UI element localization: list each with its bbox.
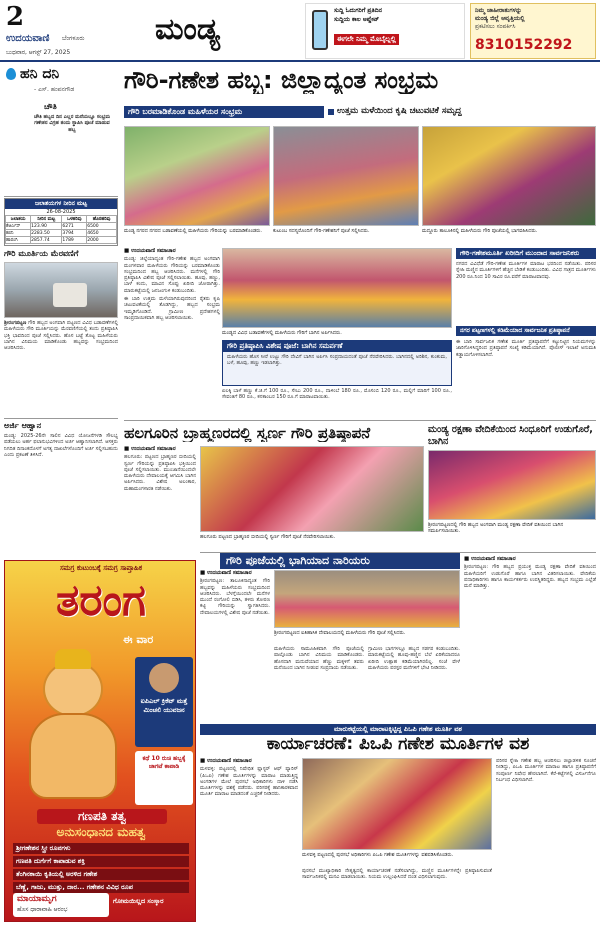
lead-paragraph: ಈ ಬಾರಿ ಉತ್ತಮ ಮಳೆಯಾಗಿರುವುದರಿಂದ ರೈತರು ಕೃಷಿ ಚಟುವಟಿಕೆಯಲ್ಲಿ ತೊಡಗಿದ್ದು, ಹಬ್ಬದ ಸಂಭ್ರಮ ಇಮ್ಮಡಿಗೊಂಡಿದೆ. ಗ್ರಾಮೀಣ ಪ್ರದೇಶಗಳಲ್ಲಿ ಸಾಂಪ್ರದಾಯಿಕವಾಗಿ ಹಬ್ಬ ಆಚರಿಸಲಾಯಿತು.: [124, 296, 220, 321]
lead-headline: ಗೌರಿ-ಗಣೇಶ ಹಬ್ಬ: ಜಿಲ್ಲಾದ್ಯಂತ ಸಂಭ್ರಮ: [124, 66, 439, 94]
ganesha-head: [43, 661, 103, 717]
gauri-pooje-col2: ಮಹಿಳೆಯರು ಸಾಮೂಹಿಕವಾಗಿ ಗೌರಿ ಪೂಜೆಯಲ್ಲಿ ಪಾಲ್ಗೊಂಡು ಬಾಗಿನ ವಿನಿಮಯ ಮಾಡಿಕೊಂಡರು. ಹೊಸದಾಗಿ ಮದುವೆಯಾದ ಹೆಣ್ಣು ಮಕ್ಕಳಿಗೆ ತವರು ಮನೆಯಿಂದ ಬಾಗಿನ ನೀಡುವ ಸಂಪ್ರದಾಯ ನಡೆಯಿತು.: [274, 646, 364, 671]
lead-prices-text: ಏಲಕ್ಕಿ ಬಾಳೆ ಹಣ್ಣು ಕೆ.ಜಿ.ಗೆ 100 ರೂ., ಸೇಬು 200 ರೂ., ದಾಳಿಂಬೆ 180 ರೂ., ಮೊಸಂಬಿ 120 ರೂ., ಮಲ್ಲಿಗೆ ಮಾರಿಗೆ 100 ರೂ., ಸೇವಂತಿಗೆ 80 ರೂ., ಕನಕಾಂಬರ 150 ರೂ.ಗೆ ಮಾರಾಟವಾಯಿತು.: [222, 388, 452, 401]
lead-photo-1: [124, 126, 270, 226]
right-text-2: ಈ ಬಾರಿ ಸಾರ್ವಜನಿಕ ಗಣೇಶ ಮೂರ್ತಿ ಪ್ರತಿಷ್ಠಾಪನೆಗೆ ಕಟ್ಟುನಿಟ್ಟಿನ ನಿಯಮಗಳನ್ನು ಜಾರಿಗೊಳಿಸಿದ್ದರಿಂದ ಪ್ರತಿಷ್ಠಾಪನೆ ಸಂಖ್ಯೆ ಕಡಿಮೆಯಾಗಿದೆ. ಪೊಲೀಸ್ ಇಲಾಖೆ ಅನುಮತಿ ಕಡ್ಡಾಯಗೊಳಿಸಲಾಗಿದೆ.: [456, 339, 596, 358]
app-ad[interactable]: [305, 3, 465, 59]
ganesha-body: [29, 713, 117, 799]
lead-mid-caption: ಮಂಡ್ಯದ ವಿವಿಧ ಬಡಾವಣೆಗಳಲ್ಲಿ ಮಹಿಳೆಯರು ಗೌರಿಗೆ ಬಾಗಿನ ಅರ್ಪಿಸಿದರು.: [222, 330, 342, 336]
edition: ಬೆಂಗಳೂರು: [62, 35, 85, 42]
divider: [4, 418, 118, 419]
table-header-row: [6, 216, 117, 223]
ganesha-crown: [55, 649, 91, 669]
procession-photo: [4, 262, 118, 318]
lead-subhead-1: ಗೌರಿ ಬರಮಾಡಿಕೊಂಡ ಮಹಿಳೆಯರ ಸಂಭ್ರಮ: [124, 106, 324, 118]
contact-ad[interactable]: [470, 3, 596, 59]
table-cell: 6271: [62, 223, 87, 230]
lead-caption-3: ಮದ್ದೂರು ತಾಲೂಕಿನಲ್ಲಿ ಮಹಿಳೆಯರು ಗೌರಿ ಪೂಜೆಯಲ್ಲಿ ಭಾಗವಹಿಸಿದರು.: [422, 228, 538, 234]
sidebar-story-headline: ಗೌರಿ ಮೂರ್ತಿಯ ಮೆರವಣಿಗೆ: [4, 249, 79, 258]
vehicle-shape: [53, 283, 87, 307]
contact-ad-line2: ಮಂಡ್ಯ ಜಿಲ್ಲೆ ಆವೃತ್ತಿಯಲ್ಲಿ: [475, 15, 525, 22]
table-cell: 2857.74: [31, 237, 62, 244]
lead-byline: ■ ಉದಯವಾಣಿ ಸಮಾಚಾರ: [124, 248, 176, 254]
divider: [4, 196, 118, 197]
right-text-1: ನಗರದ ವಿವಿಧೆಡೆ ಗೌರಿ-ಗಣೇಶ ಮೂರ್ತಿಗಳ ಮಾರಾಟ ಭರದಿಂದ ನಡೆಯಿತು. ಪರಿಸರ ಸ್ನೇಹಿ ಮಣ್ಣಿನ ಮೂರ್ತಿಗಳಿಗೆ ಹೆಚ್ಚಿನ ಬೇಡಿಕೆ ಕಂಡುಬಂದಿತು. ವಿವಿಧ ಗಾತ್ರದ ಮೂರ್ತಿಗಳು 200 ರೂ.ನಿಂದ 10 ಸಾವಿರ ರೂ.ವರೆಗೆ ಮಾರಾಟವಾದವು.: [456, 261, 596, 280]
table-cell: 4650: [87, 230, 117, 237]
lead-box-text: ಮಹಿಳೆಯರು ಹೊಸ ಸೀರೆ ಉಟ್ಟು ಗೌರಿ ದೇವಿಗೆ ಬಾಗಿನ ಅರ್ಪಿಸಿ ಸಂಪ್ರದಾಯದಂತೆ ಪೂಜೆ ನೆರವೇರಿಸಿದರು. ಬಾಗಿನದಲ್ಲಿ ಅರಿಶಿನ, ಕುಂಕುಮ, ಬಳೆ, ಹೂವು, ಹಣ್ಣು ಇಡಲಾಗಿತ್ತು.: [227, 354, 447, 367]
pop-col3: ಪರಿಸರ ಸ್ನೇಹಿ ಗಣೇಶ ಹಬ್ಬ ಆಚರಿಸಲು ಜಿಲ್ಲಾಡಳಿತ ಸೂಚನೆ ನೀಡಿದ್ದು, ಪಿಒಪಿ ಮೂರ್ತಿಗಳ ಮಾರಾಟ ಹಾಗೂ ಪ್ರತಿಷ್ಠಾಪನೆಗೆ ಸಂಪೂರ್ಣ ನಿಷೇಧ ಹೇರಲಾಗಿದೆ. ಕೆರೆ-ಕಟ್ಟೆಗಳಲ್ಲಿ ವಿಸರ್ಜನೆಗೂ ನಿರ್ಬಂಧ ವಿಧಿಸಲಾಗಿದೆ.: [496, 758, 596, 783]
pop-headline: ಕಾರ್ಯಾಚರಣೆ: ಪಿಒಪಿ ಗಣೇಶ ಮೂರ್ತಿಗಳ ವಶ: [266, 734, 530, 754]
list-item: ತೆಂಗಿನಕಾಯಿ ಕೃತಿಯಲ್ಲಿ ಅರಳಿದ ಗಣೇಶ: [13, 869, 189, 880]
right-subhead-1: ಗೌರಿ-ಗಣೇಶಮೂರ್ತಿ ಖರೀದಿಗೆ ಮುಂದಾದ ಸಾರ್ವಜನಿಕರು: [456, 248, 596, 259]
halagur-headline: ಹಲಗೂರಿನ ಬ್ರಾಹ್ಮಣರದಲ್ಲಿ ಸ್ವರ್ಣ ಗೌರಿ ಪ್ರತಿಷ್ಠಾಪನೆ: [124, 424, 371, 442]
mandya-vedike-paragraph: ಶ್ರೀರಂಗಪಟ್ಟಣ: ಗೌರಿ ಹಬ್ಬದ ಪ್ರಯುಕ್ತ ಮಂಡ್ಯ ರಕ್ಷಣಾ ವೇದಿಕೆ ವತಿಯಿಂದ ಮಹಿಳೆಯರಿಗೆ ಉಡುಗೊರೆ ಹಾಗೂ ಬಾಗಿನ ವಿತರಿಸಲಾಯಿತು. ವೇದಿಕೆಯ ಪದಾಧಿಕಾರಿಗಳು ಹಾಗೂ ಕಾರ್ಯಕರ್ತರು ಉಪಸ್ಥಿತರಿದ್ದರು. ಹಬ್ಬದ ಸಂಭ್ರಮ ಎಲ್ಲೆಡೆ ಮನೆ ಮಾಡಿತ್ತು.: [464, 564, 596, 590]
taranga-ad[interactable]: [4, 560, 196, 922]
table-row: [6, 230, 117, 237]
sidebar-story2-headline: ಅರ್ಜಿ ಆಹ್ವಾನ: [4, 421, 42, 430]
halagur-caption: ಹಲಗೂರು ಪಟ್ಟಣದ ಬ್ರಾಹ್ಮಣರ ಬೀದಿಯಲ್ಲಿ ಸ್ವರ್ಣ ಗೌರಿಗೆ ಪೂಜೆ ನೆರವೇರಿಸಲಾಯಿತು.: [200, 534, 336, 540]
pop-photo: [302, 758, 492, 850]
mandya-vedike-body: [464, 556, 596, 720]
ganesha-figure: [15, 653, 131, 803]
square-bullet: [328, 109, 334, 115]
hani-dani-author: - ಎಸ್. ಹಂಪನಗೌಡ: [34, 86, 75, 93]
hani-dani-box: [4, 64, 118, 194]
reservoir-title: ಜಲಾಶಯಗಳ ನೀರಿನ ಮಟ್ಟ: [5, 199, 117, 209]
reservoir-date: 26-08-2025: [46, 209, 76, 215]
gauri-pooje-col3: ಗ್ರಾಮೀಣ ಭಾಗಗಳಲ್ಲೂ ಹಬ್ಬದ ಸಡಗರ ಕಂಡುಬಂದಿತು. ಮಾರುಕಟ್ಟೆಯಲ್ಲಿ ಹೂವು-ಹಣ್ಣಿನ ಬೆಲೆ ಏರಿಕೆಯಾದರೂ ಖರೀದಿ ಉತ್ಸಾಹ ಕಡಿಮೆಯಾಗಿರಲಿಲ್ಲ. ಸಂಜೆ ವೇಳೆ ಮಹಿಳೆಯರು ಪರಸ್ಪರ ಮನೆಗಳಿಗೆ ಭೇಟಿ ನೀಡಿದರು.: [368, 646, 460, 671]
gauri-pooje-headline: ಗೌರಿ ಪೂಜೆಯಲ್ಲಿ ಭಾಗಿಯಾದ ನಾರಿಯರು: [220, 553, 460, 569]
lead-photo-2: [273, 126, 419, 226]
taranga-title: ತರಂಗ: [56, 575, 146, 626]
gauri-pooje-caption: ಶ್ರೀರಂಗಪಟ್ಟಣದ ಐತಿಹಾಸಿಕ ದೇವಾಲಯದಲ್ಲಿ ಮಹಿಳೆಯರು ಗೌರಿ ಪೂಜೆ ಸಲ್ಲಿಸಿದರು.: [274, 630, 406, 636]
halagur-photo: [200, 446, 424, 532]
lead-box-title: ಗೌರಿ ಪ್ರತಿಷ್ಠಾಪಿಸಿ ವಿಶೇಷ ಪೂಜೆ: ಬಾಗಿನ ಸಮರ್ಪಣೆ: [223, 341, 451, 352]
pop-caption: ಮಳವಳ್ಳಿ ಪಟ್ಟಣದಲ್ಲಿ ಪುರಸಭೆ ಅಧಿಕಾರಿಗಳು ಪಿಒಪಿ ಗಣೇಶ ಮೂರ್ತಿಗಳನ್ನು ವಶಪಡಿಸಿಕೊಂಡರು.: [302, 852, 454, 858]
pop-kicker: ಮಾರುಕಟ್ಟೆಯಲ್ಲಿ ಮಾರಾಟಕ್ಕಿಟ್ಟಿದ್ದ ಪಿಒಪಿ ಗಣೇಶ ಮೂರ್ತಿ ವಶ: [200, 724, 596, 735]
lead-paragraph: ಮಂಡ್ಯ: ಜಿಲ್ಲೆಯಾದ್ಯಂತ ಗೌರಿ-ಗಣೇಶ ಹಬ್ಬದ ಅಂಗವಾಗಿ ಮಂಗಳವಾರ ಮಹಿಳೆಯರು ಗೌರಿಯನ್ನು ಬರಮಾಡಿಕೊಂಡು ಸಂಭ್ರಮದಿಂದ ಹಬ್ಬ ಆಚರಿಸಿದರು. ಮನೆಗಳಲ್ಲಿ ಗೌರಿ ಪ್ರತಿಷ್ಠಾಪಿಸಿ ವಿಶೇಷ ಪೂಜೆ ಸಲ್ಲಿಸಲಾಯಿತು. ಹೂವು, ಹಣ್ಣು, ಬಾಳೆ ಕಂದು, ಮಾವಿನ ಸೊಪ್ಪು ಖರೀದಿ ಜೋರಾಗಿತ್ತು. ಮಾರುಕಟ್ಟೆಯಲ್ಲಿ ಜನಜಂಗುಳಿ ಕಂಡುಬಂದಿತು.: [124, 256, 220, 294]
mandya-vedike-byline: ■ ಉದಯವಾಣಿ ಸಮಾಚಾರ: [464, 556, 516, 562]
lead-mid-photo: [222, 248, 452, 328]
contact-ad-line3: ಪ್ರಕಟಿಸಲು ಸಂಪರ್ಕಿಸಿ: [475, 23, 516, 30]
lead-photo-3: [422, 126, 596, 226]
mandya-vedike-photo: [428, 450, 596, 520]
app-ad-line3: ಈಗಲೇ ನಿಮ್ಮ ಮೊಬೈಲ್ನಲ್ಲಿ: [334, 34, 399, 45]
story-body: ಗೌರಿ ಹಬ್ಬದ ಅಂಗವಾಗಿ ಪಟ್ಟಣದ ವಿವಿಧ ಬಡಾವಣೆಗಳಲ್ಲಿ ಮಹಿಳೆಯರು ಗೌರಿ ಮೂರ್ತಿಯನ್ನು ಮೆರವಣಿಗೆಯಲ್ಲಿ ತಂದು ಪ್ರತಿಷ್ಠಾಪಿಸಿ ಭಕ್ತಿ ಭಾವದಿಂದ ಪೂಜೆ ಸಲ್ಲಿಸಿದರು. ಹೊಸ ಬಟ್ಟೆ ತೊಟ್ಟ ಮಹಿಳೆಯರು ಬಾಗಿನ ವಿನಿಮಯ ಮಾಡಿಕೊಂಡು ಹಬ್ಬವನ್ನು ಸಂಭ್ರಮದಿಂದ ಆಚರಿಸಿದರು.: [4, 320, 118, 352]
taranga-bullets: [13, 843, 189, 895]
app-ad-line2: ಸುದ್ದಿಯ ಕಾಲ ಅಪ್ಡೇಟ್: [334, 16, 380, 23]
gauri-paragraph: ಶ್ರೀರಂಗಪಟ್ಟಣ: ತಾಲೂಕಿನಾದ್ಯಂತ ಗೌರಿ ಹಬ್ಬವನ್ನು ಮಹಿಳೆಯರು ಸಂಭ್ರಮದಿಂದ ಆಚರಿಸಿದರು. ಬೆಳಗ್ಗೆಯಿಂದಲೇ ಮನೆಗಳ ಮುಂದೆ ರಂಗೋಲಿ ಬಿಡಿಸಿ, ತಳಿರು ತೋರಣ ಕಟ್ಟಿ ಗೌರಿಯನ್ನು ಸ್ವಾಗತಿಸಿದರು. ದೇವಾಲಯಗಳಲ್ಲಿ ವಿಶೇಷ ಪೂಜೆ ನಡೆಯಿತು.: [200, 578, 270, 616]
sidebar-story2-text: ಮಂಡ್ಯ: 2025-26ನೇ ಸಾಲಿನ ವಿವಿಧ ಯೋಜನೆಗಳಡಿ ಸೌಲಭ್ಯ ಪಡೆಯಲು ಅರ್ಹ ಫಲಾನುಭವಿಗಳಿಂದ ಅರ್ಜಿ ಆಹ್ವಾನಿಸಲಾಗಿದೆ. ಆಸಕ್ತರು ನಿಗದಿತ ದಿನಾಂಕದೊಳಗೆ ಅಗತ್ಯ ದಾಖಲೆಗಳೊಂದಿಗೆ ಅರ್ಜಿ ಸಲ್ಲಿಸಬಹುದು ಎಂದು ಪ್ರಕಟಣೆ ತಿಳಿಸಿದೆ.: [4, 433, 118, 458]
table-cell: 2283.50: [31, 230, 62, 237]
lead-caption-1: ಮಂಡ್ಯ ನಗರದ ನಗರದ ಬಡಾವಣೆಯಲ್ಲಿ ಮಹಿಳೆಯರು ಗೌರಿಯನ್ನು ಬರಮಾಡಿಕೊಂಡರು.: [124, 228, 262, 234]
table-cell: ಹಾರಂಗಿ: [6, 237, 31, 244]
table-cell: 3794: [62, 230, 87, 237]
district-name: ಮಂಡ್ಯ: [155, 12, 221, 47]
phone-number[interactable]: 8310152292: [475, 37, 573, 53]
dateline: ಶ್ರೀರಂಗಪಟ್ಟಣ: [4, 320, 27, 326]
column-header: ನೀರಿನ ಮಟ್ಟ: [31, 216, 62, 223]
table-cell: 2000: [87, 237, 117, 244]
reservoir-grid: [5, 215, 117, 244]
poem-text: ಚೌತಿ ಹಬ್ಬದ ದಿನ ಎಲ್ಲರ ಮನೆಯಲ್ಲೂ ಸಂಭ್ರಮ ಗಣೇಶನ ವಿಗ್ರಹ ತಂದು ಸ್ಥಾಪಿಸಿ ಪೂಜೆ ಮಾಡುವ ಹಬ್ಬ: [33, 114, 111, 133]
pop-paragraph: ಮಳವಳ್ಳಿ: ಪಟ್ಟಣದಲ್ಲಿ ನಿಷೇಧಿತ ಪ್ಲಾಸ್ಟರ್ ಆಫ್ ಪ್ಯಾರಿಸ್ (ಪಿಒಪಿ) ಗಣೇಶ ಮೂರ್ತಿಗಳನ್ನು ಮಾರಾಟ ಮಾಡುತ್ತಿದ್ದ ಅಂಗಡಿಗಳ ಮೇಲೆ ಪುರಸಭೆ ಅಧಿಕಾರಿಗಳು ದಾಳಿ ನಡೆಸಿ ಮೂರ್ತಿಗಳನ್ನು ವಶಕ್ಕೆ ಪಡೆದರು. ಪರಿಸರಕ್ಕೆ ಹಾನಿಕಾರಕವಾದ ಮೂರ್ತಿ ಮಾರಾಟ ಮಾಡದಂತೆ ಎಚ್ಚರಿಕೆ ನೀಡಿದರು.: [200, 766, 298, 798]
list-item: ಶ್ರೀಗಣೇಶನ ಸ್ತ್ರೀ ರೂಪಗಳು: [13, 843, 189, 854]
taranga-sub: ಈ ವಾರ: [123, 633, 154, 646]
mandya-vedike-caption: ಶ್ರೀರಂಗಪಟ್ಟಣದಲ್ಲಿ ಗೌರಿ ಹಬ್ಬದ ಅಂಗವಾಗಿ ಮಂಡ್ಯ ರಕ್ಷಣಾ ವೇದಿಕೆ ವತಿಯಿಂದ ಬಾಗಿನ ಸಮರ್ಪಿಸಲಾಯಿತು.: [428, 522, 564, 534]
kathe-box: [135, 751, 193, 805]
taranga-footer-2: ಗೋಮಯಿಲ್ಲದ ಸಂಸ್ಕಾರ: [113, 897, 164, 905]
pop-col2: ಪುರಸಭೆ ಮುಖ್ಯಾಧಿಕಾರಿ ನೇತೃತ್ವದಲ್ಲಿ ಕಾರ್ಯಾಚರಣೆ ನಡೆಸಲಾಗಿದ್ದು, ಮಣ್ಣಿನ ಮೂರ್ತಿಗಳನ್ನೇ ಪ್ರತಿಷ್ಠಾಪಿಸುವಂತೆ ಸಾರ್ವಜನಿಕರಲ್ಲಿ ಮನವಿ ಮಾಡಲಾಯಿತು. ನಿಯಮ ಉಲ್ಲಂಘಿಸಿದರೆ ದಂಡ ವಿಧಿಸಲಾಗುವುದು.: [302, 868, 492, 881]
cricket-box: [135, 657, 193, 747]
poem-title: ಚೌತಿ: [44, 102, 57, 111]
column-header: ಜಲಾಶಯ: [6, 216, 31, 223]
table-cell: ಕಬಿನಿ: [6, 230, 31, 237]
contact-ad-line1: ನಿಮ್ಮ ಜಾಹೀರಾತುಗಳನ್ನು: [475, 7, 522, 14]
list-item: ಬೆಣ್ಣೆ, ಗಾಜು, ಮುತ್ತು, ದಾರ... ಗಣೇಶನ ವಿವಿಧ ರೂಪ: [13, 882, 189, 893]
halagur-body: [124, 446, 196, 558]
table-cell: 6500: [87, 223, 117, 230]
table-row: [6, 223, 117, 230]
drop-icon: [6, 68, 16, 80]
ganapati-title-2: ಅನುಸಂಧಾನದ ಮಹತ್ವ: [56, 825, 146, 839]
novel-sub: ಹೊಸ ಧಾರಾವಾಹಿ ಆರಂಭ: [17, 906, 68, 913]
list-item: ಗಣಪತಿ ದುರ್ಗೆಗೆ ಕಾಪಾಡುವ ಶಕ್ತಿ: [13, 856, 189, 867]
right-subhead-2: ನಗರ ಪಟ್ಟಣಗಳಲ್ಲಿ ಕಡಿಮೆಯಾದ ಸಾರ್ವಜನಿಕ ಪ್ರತಿಷ್ಠಾಪನೆ: [456, 326, 596, 336]
pop-byline: ■ ಉದಯವಾಣಿ ಸಮಾಚಾರ: [200, 758, 252, 764]
column-header: ಹೊರಹರಿವು: [87, 216, 117, 223]
masthead-date: ಬುಧವಾರ, ಆಗಸ್ಟ್ 27, 2025: [6, 49, 71, 56]
mandya-vedike-headline: ಮಂಡ್ಯ ರಕ್ಷಣಾ ವೇದಿಕೆಯಿಂದ ಸಿಂಧೂರಿಗೆ ಉಡುಗೊರೆ, ಬಾಗಿನ: [428, 424, 593, 447]
phone-icon: [312, 10, 328, 50]
sidebar-story-text: [4, 320, 118, 416]
table-row: [6, 237, 117, 244]
pop-col1: [200, 758, 298, 918]
masthead: [0, 0, 600, 62]
kathe-text: ಕಥೆ 10 ರುಚಿ ಹಬ್ಬಕ್ಕೆ ಜಾಗಟೆ ಕಾಪಾಡಿ: [142, 755, 186, 770]
table-cell: 123.90: [31, 223, 62, 230]
halagur-byline: ■ ಉದಯವಾಣಿ ಸಮಾಚಾರ: [124, 446, 176, 452]
ganapati-title-1: ಗಣಪತಿ ತತ್ವ: [37, 809, 167, 824]
taranga-tagline: ಸಮಗ್ರ ಕುಟುಂಬಕ್ಕೆ ಸಮಗ್ರ ಸಾಪ್ತಾಹಿಕ: [59, 564, 143, 572]
halagur-paragraph: ಹಲಗೂರು: ಪಟ್ಟಣದ ಬ್ರಾಹ್ಮಣರ ಬೀದಿಯಲ್ಲಿ ಸ್ವರ್ಣ ಗೌರಿಯನ್ನು ಪ್ರತಿಷ್ಠಾಪಿಸಿ ಭಕ್ತಿಯಿಂದ ಪೂಜೆ ಸಲ್ಲಿಸಲಾಯಿತು. ಮುಂಜಾನೆಯಿಂದಲೇ ಮಹಿಳೆಯರು ದೇವಾಲಯಕ್ಕೆ ಆಗಮಿಸಿ ಬಾಗಿನ ಅರ್ಪಿಸಿದರು. ವಿಶೇಷ ಅಲಂಕಾರ, ಮಹಾಮಂಗಳಾರತಿ ನಡೆಯಿತು.: [124, 454, 196, 492]
gauri-pooje-col1: [200, 570, 270, 720]
table-cell: 1789: [62, 237, 87, 244]
table-cell: ಕೆಆರ್ಎಸ್: [6, 223, 31, 230]
column-header: ಒಳಹರಿವು: [62, 216, 87, 223]
reservoir-table: [4, 198, 118, 246]
novel-box: [13, 893, 109, 917]
divider: [124, 420, 596, 421]
lead-caption-2: ಕುಟುಂಬ ಸದಸ್ಯರೊಂದಿಗೆ ಗೌರಿ-ಗಣೇಶನಿಗೆ ಪೂಜೆ ಸಲ್ಲಿಸಿದರು.: [273, 228, 370, 234]
lead-box: [222, 340, 452, 386]
lead-body-col1: [124, 248, 220, 416]
cricket-text: ಐಪಿಎಲ್ ಕ್ರಿಕೆಟ್ ಮತ್ತೆ ಮಿಂಚಲಿ ಯುವಜನ: [140, 697, 188, 714]
page-number: 2: [6, 2, 25, 32]
player-avatar: [149, 663, 179, 693]
paper-name: ಉದಯವಾಣಿ: [6, 33, 50, 44]
novel-title: ಮಾಯಾಮೃಗ: [17, 894, 57, 904]
hani-dani-brand: ಹನಿ ದನಿ: [20, 66, 60, 82]
gauri-byline: ■ ಉದಯವಾಣಿ ಸಮಾಚಾರ: [200, 570, 252, 576]
app-ad-line1: ಸುದ್ದಿ ಓದುಗರಿಗೆ ಪ್ರತಿದಿನ: [334, 7, 382, 14]
gauri-pooje-photo: [274, 570, 460, 628]
lead-subhead-2: ಉತ್ತಮ ಮಳೆಯಿಂದ ಕೃಷಿ ಚಟುವಟಿಕೆ ಸಮೃದ್ಧ: [337, 106, 462, 116]
